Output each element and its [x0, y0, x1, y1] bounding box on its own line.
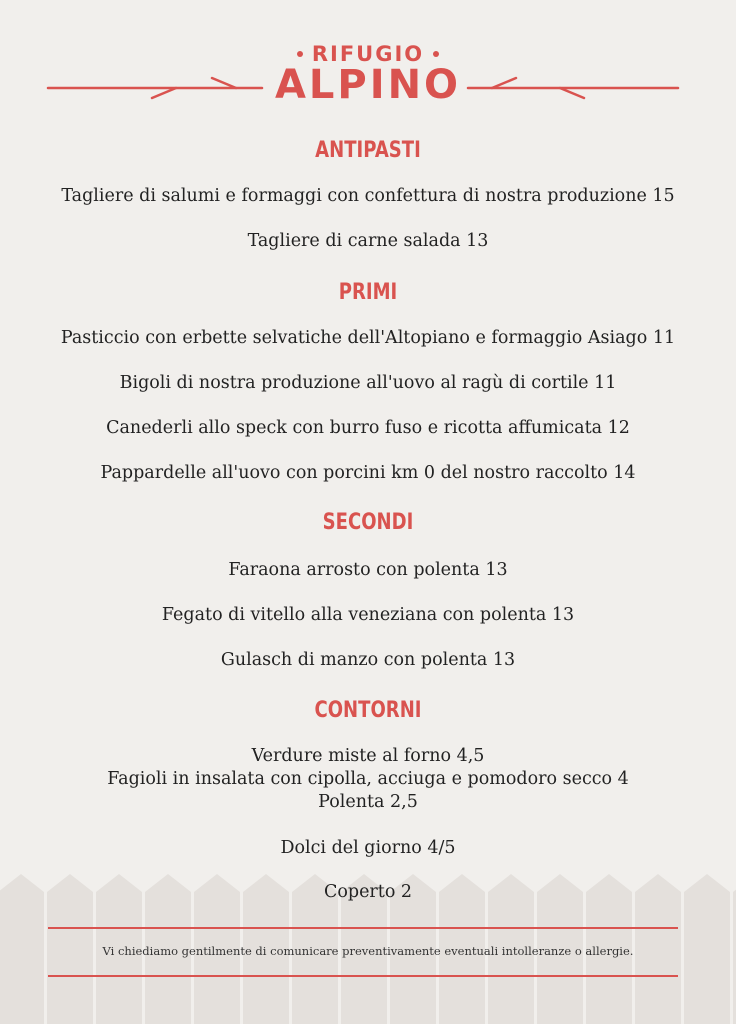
section-title-contorni: CONTORNI	[314, 698, 422, 723]
section-title-primi: PRIMI	[338, 280, 398, 305]
header	[0, 0, 736, 115]
menu-item: Faraona arrosto con polenta 13	[228, 560, 508, 580]
menu-item: Bigoli di nostra produzione all'uovo al ragù di cortile 11	[119, 373, 617, 393]
desserts-item: Dolci del giorno 4/5	[280, 838, 456, 858]
divider-bottom	[48, 975, 678, 977]
menu-item: Gulasch di manzo con polenta 13	[220, 650, 516, 670]
section-title-antipasti: ANTIPASTI	[315, 138, 421, 163]
menu-item: Tagliere di carne salada 13	[247, 231, 489, 251]
brand-title: ALPINO	[274, 62, 462, 108]
menu-item: Canederli allo speck con burro fuso e ricotta affumicata 12	[106, 418, 630, 438]
allergy-note: Vi chiediamo gentilmente di comunicare preventivamente eventuali intolleranze o allergie.	[102, 944, 634, 958]
section-title-secondi: SECONDI	[322, 510, 414, 535]
menu-item: Pappardelle all'uovo con porcini km 0 del nostro raccolto 14	[100, 463, 636, 483]
divider-top	[48, 927, 678, 929]
menu-item: Polenta 2,5	[318, 792, 418, 812]
menu-item: Fagioli in insalata con cipolla, acciuga e pomodoro secco 4	[107, 769, 629, 789]
menu-item: Fegato di vitello alla veneziana con polenta 13	[161, 605, 575, 625]
cover-charge: Coperto 2	[323, 882, 413, 902]
menu-item: Verdure miste al forno 4,5	[251, 746, 485, 766]
menu-item: Tagliere di salumi e formaggi con confettura di nostra produzione 15	[61, 186, 675, 206]
menu-item: Pasticcio con erbette selvatiche dell'Altopiano e formaggio Asiago 11	[60, 328, 676, 348]
brand-subtitle: RIFUGIO	[311, 42, 425, 66]
